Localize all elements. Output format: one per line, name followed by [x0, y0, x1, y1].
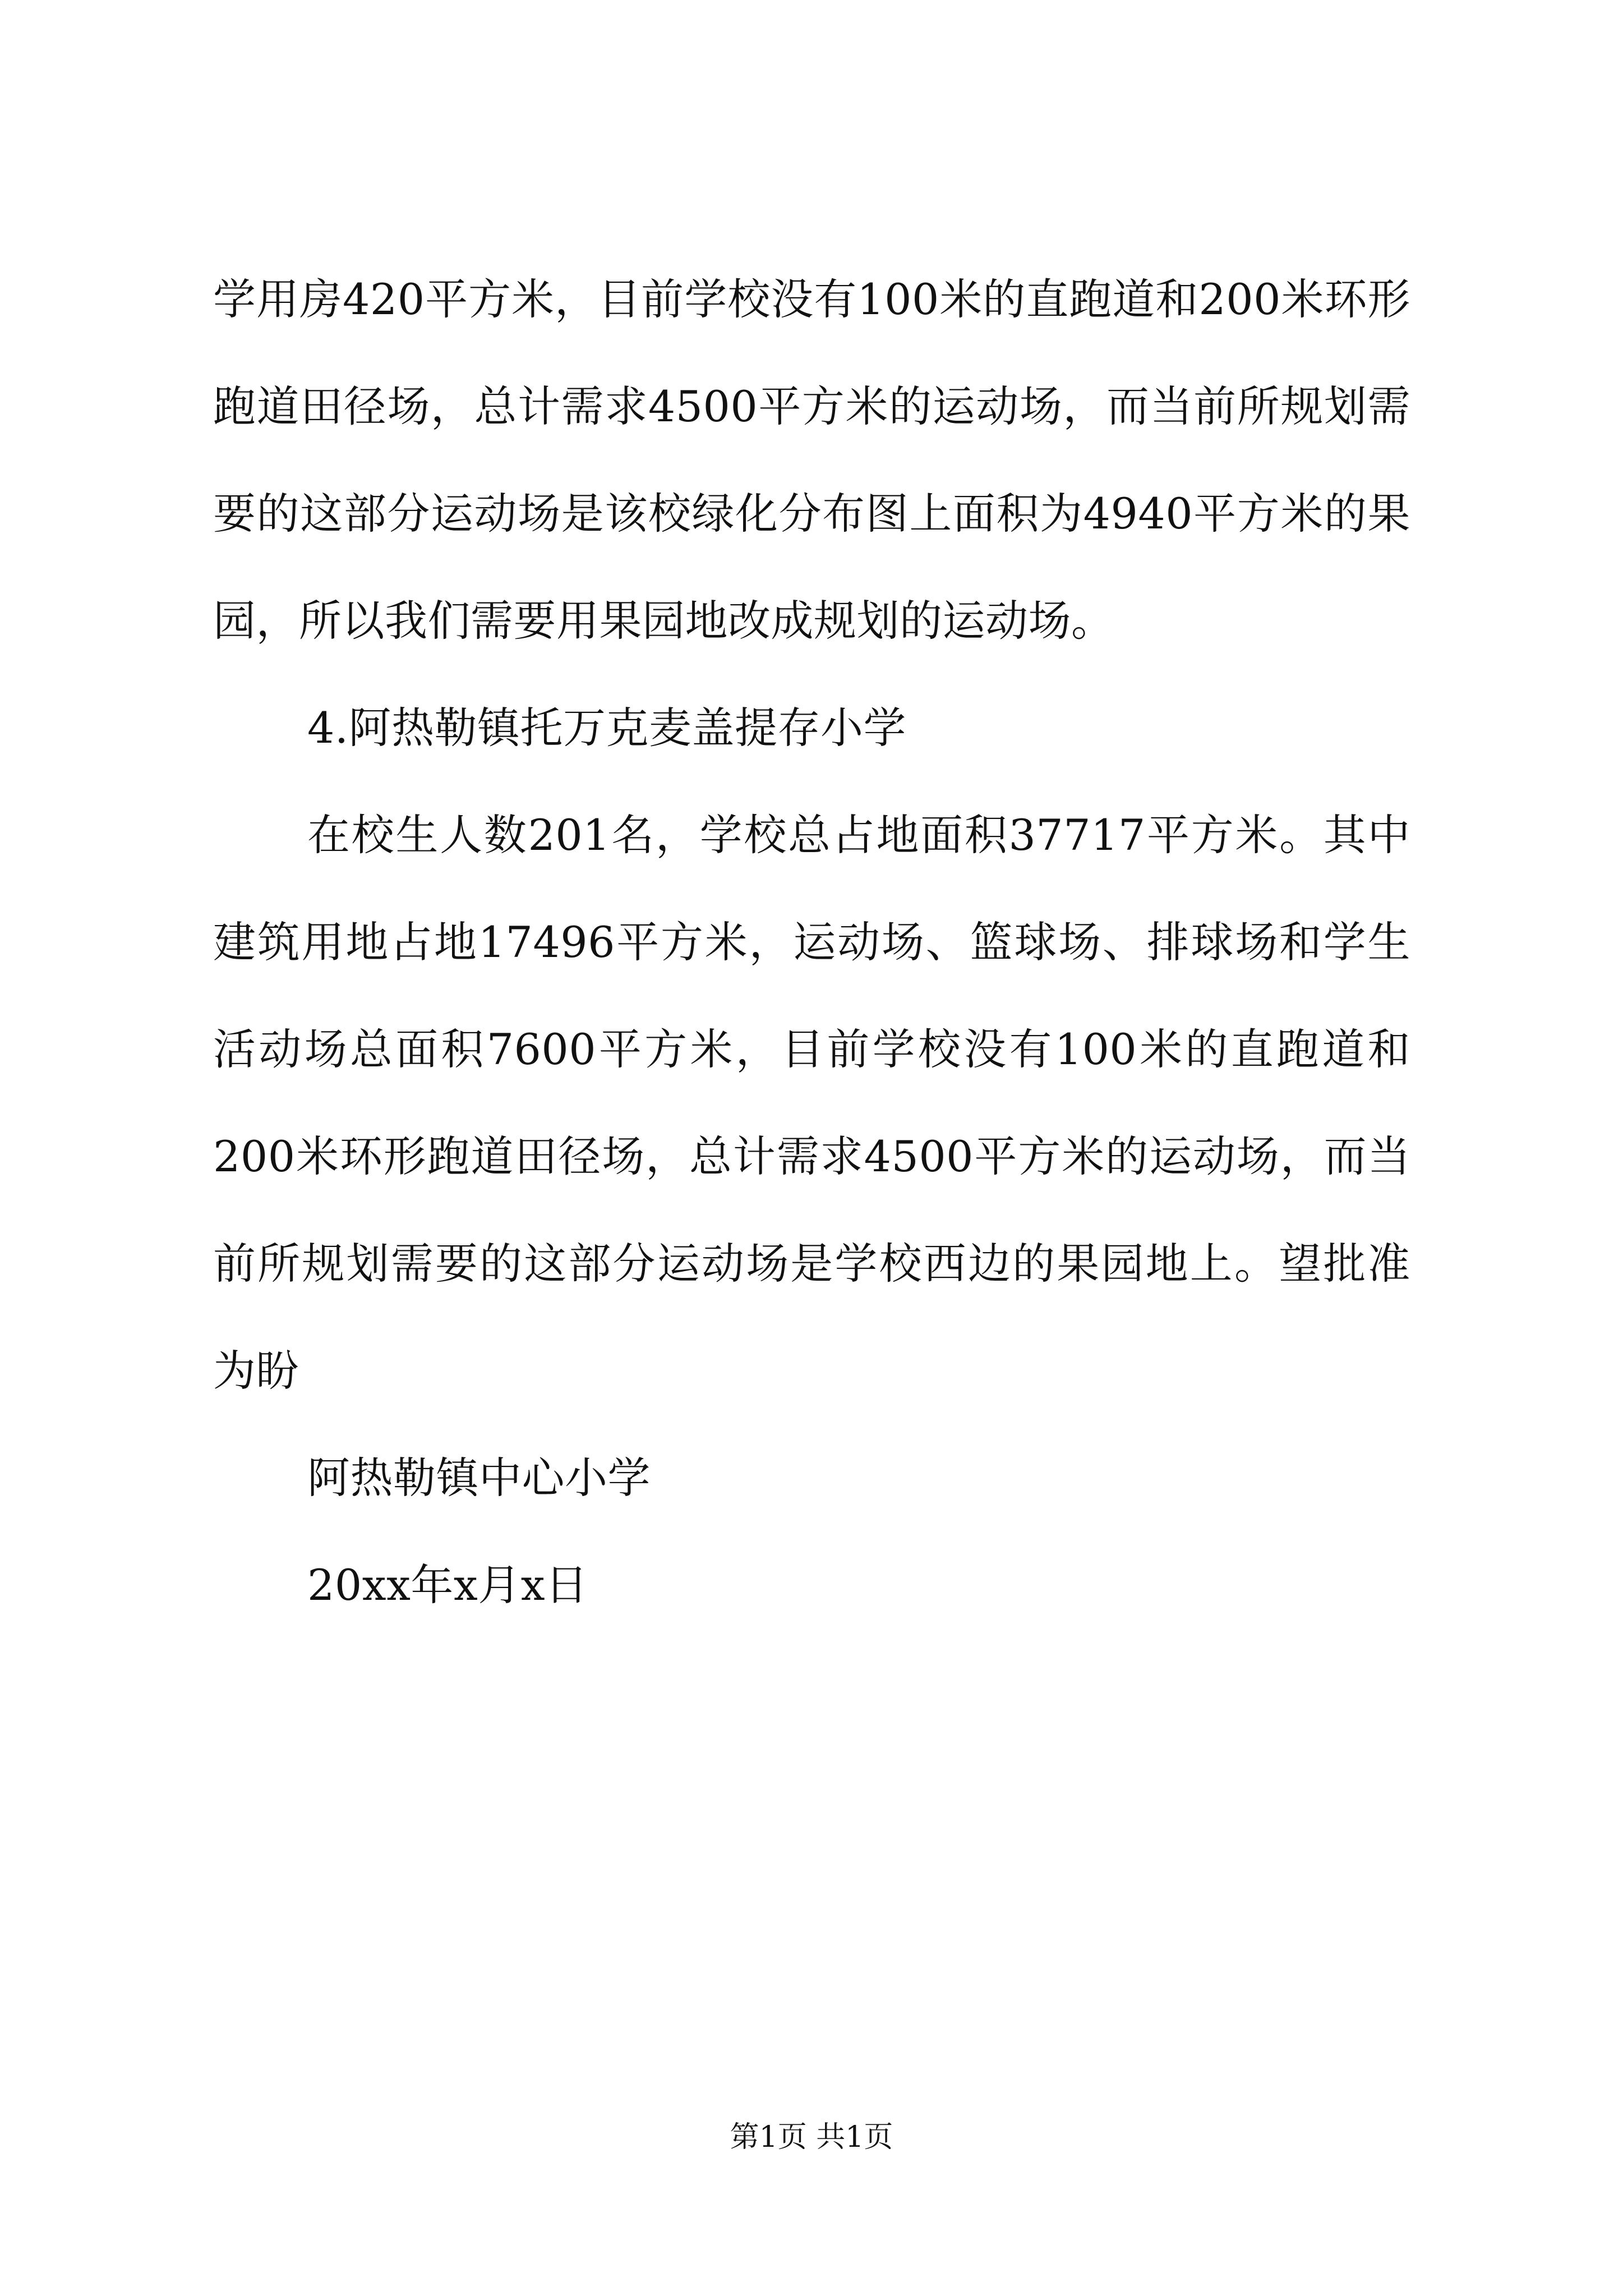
- paragraph-school-4-details: 在校生人数201名，学校总占地面积37717平方米。其中建筑用地占地17496平方米，运动场、篮球场、排球场和学生活动场总面积7600平方米，目前学校没有100米的直跑道和200米环形跑道田径场，总计需求4500平方米的运动场，而当前所规划需要的这部分运动场是学校西边的果园地上。望批准为盼: [213, 810, 1410, 1396]
- paragraph-continuation: 学用房420平方米，目前学校没有100米的直跑道和200米环形跑道田径场，总计需求4500平方米的运动场，而当前所规划需要的这部分运动场是该校绿化分布图上面积为4940平方米的果园，所以我们需要用果园地改成规划的运动场。: [213, 274, 1410, 646]
- section-heading-school-4: 4.阿热勒镇托万克麦盖提存小学: [307, 703, 907, 753]
- signature-date: 20xx年x月x日: [307, 1560, 588, 1610]
- page-footer: 第1页 共1页: [730, 2120, 893, 2154]
- document-body: [213, 246, 1410, 1639]
- signature-organization: 阿热勒镇中心小学: [307, 1453, 651, 1503]
